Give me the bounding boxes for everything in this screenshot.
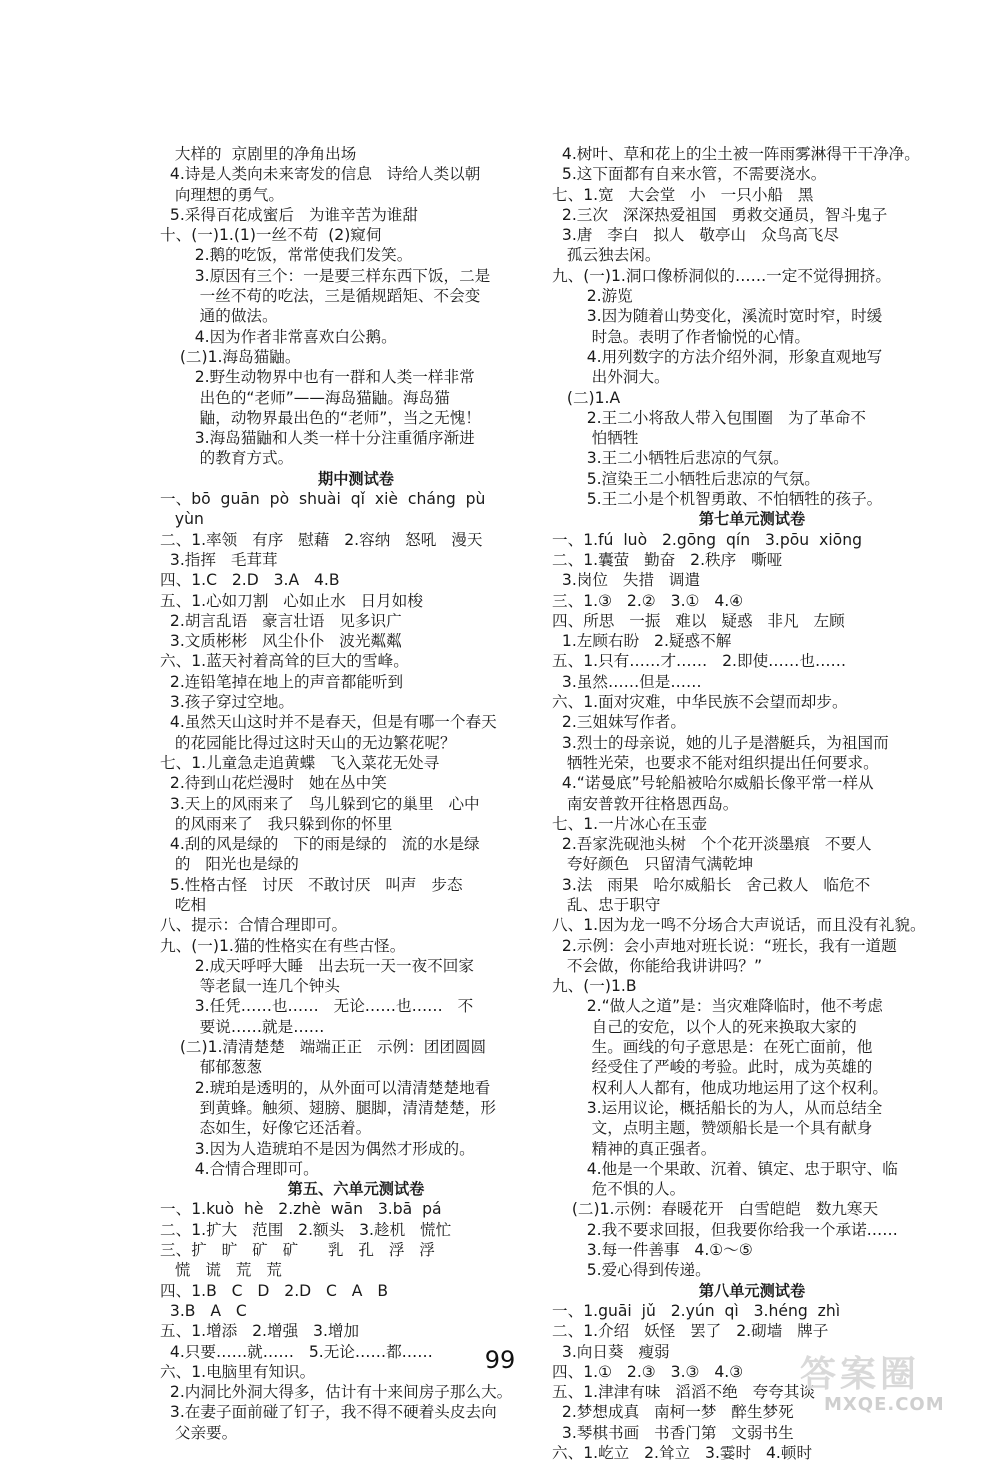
answer-line: 经受住了严峻的考验。此时，成为英雄的	[552, 1058, 873, 1077]
section-title: 第八单元测试卷	[698, 1281, 806, 1300]
answer-line: 3.任凭……也…… 无论……也…… 不	[160, 997, 474, 1016]
answer-line: (二)1.海岛猫鼬。	[160, 347, 301, 366]
answer-line: 3.唐 李白 拟人 敬亭山 众鸟高飞尽	[552, 226, 839, 245]
answer-line: 3.海岛猫鼬和人类一样十分注重循序渐进	[160, 429, 475, 448]
answer-line: 5.采得百花成蜜后 为谁辛苦为谁甜	[160, 205, 418, 224]
answer-line: 5.爱心得到传递。	[552, 1261, 711, 1280]
answer-line: 二、1.介绍 妖怪 罢了 2.砌墙 牌子	[552, 1322, 829, 1341]
answer-line: 到黄蜂。触须、翅膀、腿脚，清清楚楚，形	[160, 1098, 496, 1117]
answer-line: 3.在妻子面前碰了钉子，我不得不硬着头皮去向	[160, 1403, 497, 1422]
answer-line: 4.树叶、草和花上的尘土被一阵雨雾淋得干干净净。	[552, 145, 920, 163]
answer-line: 八、1.因为龙一鸣不分场合大声说话，而且没有礼貌。	[552, 916, 926, 935]
answer-line: 2.内洞比外洞大得多，估计有十来间房子那么大。	[160, 1383, 513, 1402]
answer-line: 生。画线的句子意思是：在死亡面前，他	[552, 1038, 873, 1057]
answer-line: 六、1.面对灾难，中华民族不会望而却步。	[552, 693, 848, 712]
answer-line: 5.渲染王二小牺牲后悲凉的气氛。	[552, 469, 820, 488]
answer-line: 2.待到山花烂漫时 她在丛中笑	[160, 774, 387, 793]
answer-line: 4.“诺曼底”号轮船被哈尔威船长像平常一样从	[552, 774, 874, 793]
answer-line: 夸好颜色 只留清气满乾坤	[552, 855, 754, 874]
answer-line: 3.B A C	[160, 1301, 247, 1320]
right-column	[552, 144, 952, 1463]
answer-line: 一、1.guāi jǔ 2.yún qì 3.héng zhì	[552, 1301, 841, 1320]
answer-line: 时急。表明了作者愉悦的心情。	[552, 327, 810, 346]
answer-line: 2.连铅笔掉在地上的声音都能听到	[160, 672, 404, 691]
answer-line: 3.天上的风雨来了 鸟儿躲到它的巢里 心中	[160, 794, 480, 813]
answer-line: 3.指挥 毛茸茸	[160, 550, 278, 569]
page-number: 99	[484, 1346, 516, 1374]
answer-line: 3.岗位 失措 调遣	[552, 571, 701, 590]
answer-line: 3.琴棋书画 书香门第 文弱书生	[552, 1423, 794, 1442]
answer-line: 2.琥珀是透明的，从外面可以清清楚楚地看	[160, 1078, 491, 1097]
answer-line: 态如生，好像它还活着。	[160, 1119, 372, 1138]
answer-line: 五、1.只有……才…… 2.即使……也……	[552, 652, 847, 671]
answer-line: 等老鼠一连几个钟头	[160, 977, 340, 996]
answer-line: 牺牲光荣，也要求不能对组织提出任何要求。	[552, 753, 879, 772]
answer-line: 2.胡言乱语 豪言壮语 见多识广	[160, 611, 402, 630]
answer-line: 一、bō guān pò shuài qǐ xiè cháng pù	[160, 490, 486, 509]
section-title: 第五、六单元测试卷	[287, 1180, 425, 1199]
answer-line: 3.每一件善事 4.①～⑤	[552, 1241, 753, 1260]
answer-line: 七、1.儿童急走追黄蝶 飞入菜花无处寻	[160, 753, 440, 772]
answer-line: 七、1.宽 大会堂 小 一只小船 黑	[552, 185, 814, 204]
answer-line: 4.因为作者非常喜欢白公鹅。	[160, 327, 397, 346]
answer-line: 4.虽然天山这时并不是春天，但是有哪一个春天	[160, 713, 497, 732]
answer-line: 三、1.③ 2.② 3.① 4.④	[552, 591, 744, 610]
answer-line: 四、1.① 2.③ 3.③ 4.③	[552, 1362, 744, 1381]
section-title: 第七单元测试卷	[698, 510, 806, 529]
answer-line: 2.示例：会小声地对班长说：“班长，我有一道题	[552, 936, 897, 955]
answer-line: 2.三姐妹写作者。	[552, 713, 686, 732]
answer-line: 郁郁葱葱	[160, 1058, 263, 1077]
answer-line: 文，点明主题，赞颂船长是一个具有献身	[552, 1119, 873, 1138]
left-column	[160, 144, 552, 1443]
answer-line: 自己的安危，以个人的死来换取大家的	[552, 1017, 857, 1036]
answer-line: 3.因为人造琥珀不是因为偶然才形成的。	[160, 1139, 475, 1158]
answer-line: 一丝不苟的吃法，三是循规蹈矩、不会变	[160, 287, 481, 306]
watermark-url: MXQE.COM	[824, 1394, 945, 1415]
answer-line: 二、1.率领 有序 慰藉 2.容纳 怒吼 漫天	[160, 530, 483, 549]
answer-line: 出色的“老师”——海岛猫鼬。海岛猫	[160, 388, 450, 407]
answer-line: 五、1.心如刀割 心如止水 日月如梭	[160, 591, 423, 610]
answer-line: 四、1.B C D 2.D C A B	[160, 1281, 389, 1300]
answer-line: 二、1.囊萤 勤奋 2.秩序 嘶哑	[552, 550, 783, 569]
answer-line: 十、(一)1.(1)一丝不苟 (2)窥伺	[160, 226, 382, 245]
answer-line: yùn	[160, 510, 204, 529]
answer-line: 4.他是一个果敢、沉着、镇定、忠于职守、临	[552, 1159, 898, 1178]
answer-line: 要说……就是……	[160, 1017, 325, 1036]
answer-line: 父亲要。	[160, 1423, 238, 1442]
answer-line: 3.王二小牺牲后悲凉的气氛。	[552, 449, 789, 468]
answer-line: 4.诗是人类向未来寄发的信息 诗给人类以朝	[160, 165, 481, 184]
section-title: 期中测试卷	[318, 469, 394, 488]
answer-line: 1.左顾右盼 2.疑惑不解	[552, 632, 732, 651]
answer-line: 5.性格古怪 讨厌 不敢讨厌 叫声 步态	[160, 875, 463, 894]
answer-line: 乱、忠于职守	[552, 895, 661, 914]
answer-line: 3.文质彬彬 风尘仆仆 波光粼粼	[160, 632, 402, 651]
answer-line: (二)1.清清楚楚 端端正正 示例：团团圆圆	[160, 1038, 487, 1057]
answer-line: 九、(一)1.B	[552, 977, 637, 996]
answer-line: 南安普敦开往格恩西岛。	[552, 794, 739, 813]
answer-line: 八、提示：合情合理即可。	[160, 916, 348, 935]
answer-line: 慌 谎 荒 荒	[160, 1261, 282, 1280]
answer-line: 3.向日葵 瘦弱	[552, 1342, 670, 1361]
answer-line: 出外洞大。	[552, 368, 670, 387]
answer-line: 五、1.增添 2.增强 3.增加	[160, 1322, 360, 1341]
answer-line: 5.这下面都有自来水管，不需要浇水。	[552, 165, 827, 184]
answer-line: 的风雨来了 我只躲到你的怀里	[160, 814, 393, 833]
answer-line: 四、所思 一振 难以 疑惑 非凡 左顾	[552, 611, 845, 630]
answer-line: 2.游览	[552, 287, 633, 306]
answer-line: 3.烈士的母亲说，她的儿子是潜艇兵，为祖国而	[552, 733, 889, 752]
answer-line: 3.运用议论，概括船长的为人，从而总结全	[552, 1098, 883, 1117]
answer-line: 2.吾家洗砚池头树 个个花开淡墨痕 不要人	[552, 835, 872, 854]
answer-line: (二)1.示例：春暖花开 白雪皑皑 数九寒天	[552, 1200, 879, 1219]
answer-line: 怕牺牲	[552, 429, 639, 448]
answer-line: 一、1.fú luò 2.gōng qín 3.pōu xiōng	[552, 530, 862, 549]
answer-line: (二)1.A	[552, 388, 621, 407]
answer-line: 七、1.一片冰心在玉壶	[552, 814, 708, 833]
answer-line: 4.用列数字的方法介绍外洞，形象直观地写	[552, 347, 883, 366]
answer-line: 一、1.kuò hè 2.zhè wān 3.bā pá	[160, 1200, 442, 1219]
answer-line: 2.王二小将敌人带入包围圈 为了革命不	[552, 408, 866, 427]
answer-line: 二、1.扩大 范围 2.额头 3.趁机 慌忙	[160, 1220, 452, 1239]
answer-line: 3.虽然……但是……	[552, 672, 702, 691]
answer-line: 3.原因有三个：一是要三样东西下饭，二是	[160, 266, 491, 285]
answer-line: 鼬，动物界最出色的“老师”，当之无愧！	[160, 408, 481, 427]
answer-line: 权利人人都有，他成功地运用了这个权利。	[552, 1078, 888, 1097]
answer-line: 3.因为随着山势变化，溪流时宽时窄，时缓	[552, 307, 883, 326]
answer-line: 4.合情合理即可。	[160, 1159, 319, 1178]
answer-line: 2.“做人之道”是：当灾难降临时，他不考虑	[552, 997, 883, 1016]
answer-line: 4.只要……就…… 5.无论……都……	[160, 1342, 433, 1361]
answer-line: 九、(一)1.洞口像桥洞似的……一定不觉得拥挤。	[552, 266, 891, 285]
answer-line: 通的做法。	[160, 307, 278, 326]
answer-line: 2.成天呼呼大睡 出去玩一天一夜不回家	[160, 956, 474, 975]
answer-line: 六、1.电脑里有知识。	[160, 1362, 316, 1381]
answer-line: 5.王二小是个机智勇敢、不怕牺牲的孩子。	[552, 490, 883, 509]
answer-line: 的花园能比得过这时天山的无边繁花呢？	[160, 733, 456, 752]
answer-line: 精神的真正强者。	[552, 1139, 717, 1158]
answer-line: 四、1.C 2.D 3.A 4.B	[160, 571, 340, 590]
answer-line: 五、1.津津有味 滔滔不绝 夸夸其谈	[552, 1383, 815, 1402]
answer-line: 向理想的勇气。	[160, 185, 285, 204]
answer-line: 2.野生动物界中也有一群和人类一样非常	[160, 368, 475, 387]
answer-line: 六、1.蓝天衬着高耸的巨大的雪峰。	[160, 652, 409, 671]
answer-line: 三、扩 旷 矿 矿 乳 孔 浮 浮	[160, 1241, 435, 1260]
answer-line: 4.刮的风是绿的 下的雨是绿的 流的水是绿	[160, 835, 480, 854]
answer-line: 2.我不要求回报，但我要你给我一个承诺……	[552, 1220, 898, 1239]
answer-line: 2.鹅的吃饭，常常使我们发笑。	[160, 246, 413, 265]
answer-line: 吃相	[160, 895, 207, 914]
answer-line: 六、1.屹立 2.耸立 3.霎时 4.顿时	[552, 1444, 813, 1462]
answer-line: 不会做，你能给我讲讲吗？”	[552, 956, 763, 975]
answer-line: 3.孩子穿过空地。	[160, 693, 294, 712]
answer-line: 3.法 雨果 哈尔威船长 舍己救人 临危不	[552, 875, 871, 894]
answer-line: 孤云独去闲。	[552, 246, 661, 265]
answer-line: 2.三次 深深热爱祖国 勇救交通员，智斗鬼子	[552, 205, 888, 224]
watermark-text: 答案圈	[800, 1354, 921, 1395]
watermark-logo	[800, 1346, 990, 1426]
answer-line: 大样的 京剧里的净角出场	[160, 145, 357, 163]
answer-line: 2.梦想成真 南柯一梦 醉生梦死	[552, 1403, 794, 1422]
answer-line: 九、(一)1.猫的性格实在有些古怪。	[160, 936, 406, 955]
answer-line: 的教育方式。	[160, 449, 294, 468]
answer-line: 的 阳光也是绿的	[160, 855, 299, 874]
answer-line: 危不惧的人。	[552, 1180, 686, 1199]
